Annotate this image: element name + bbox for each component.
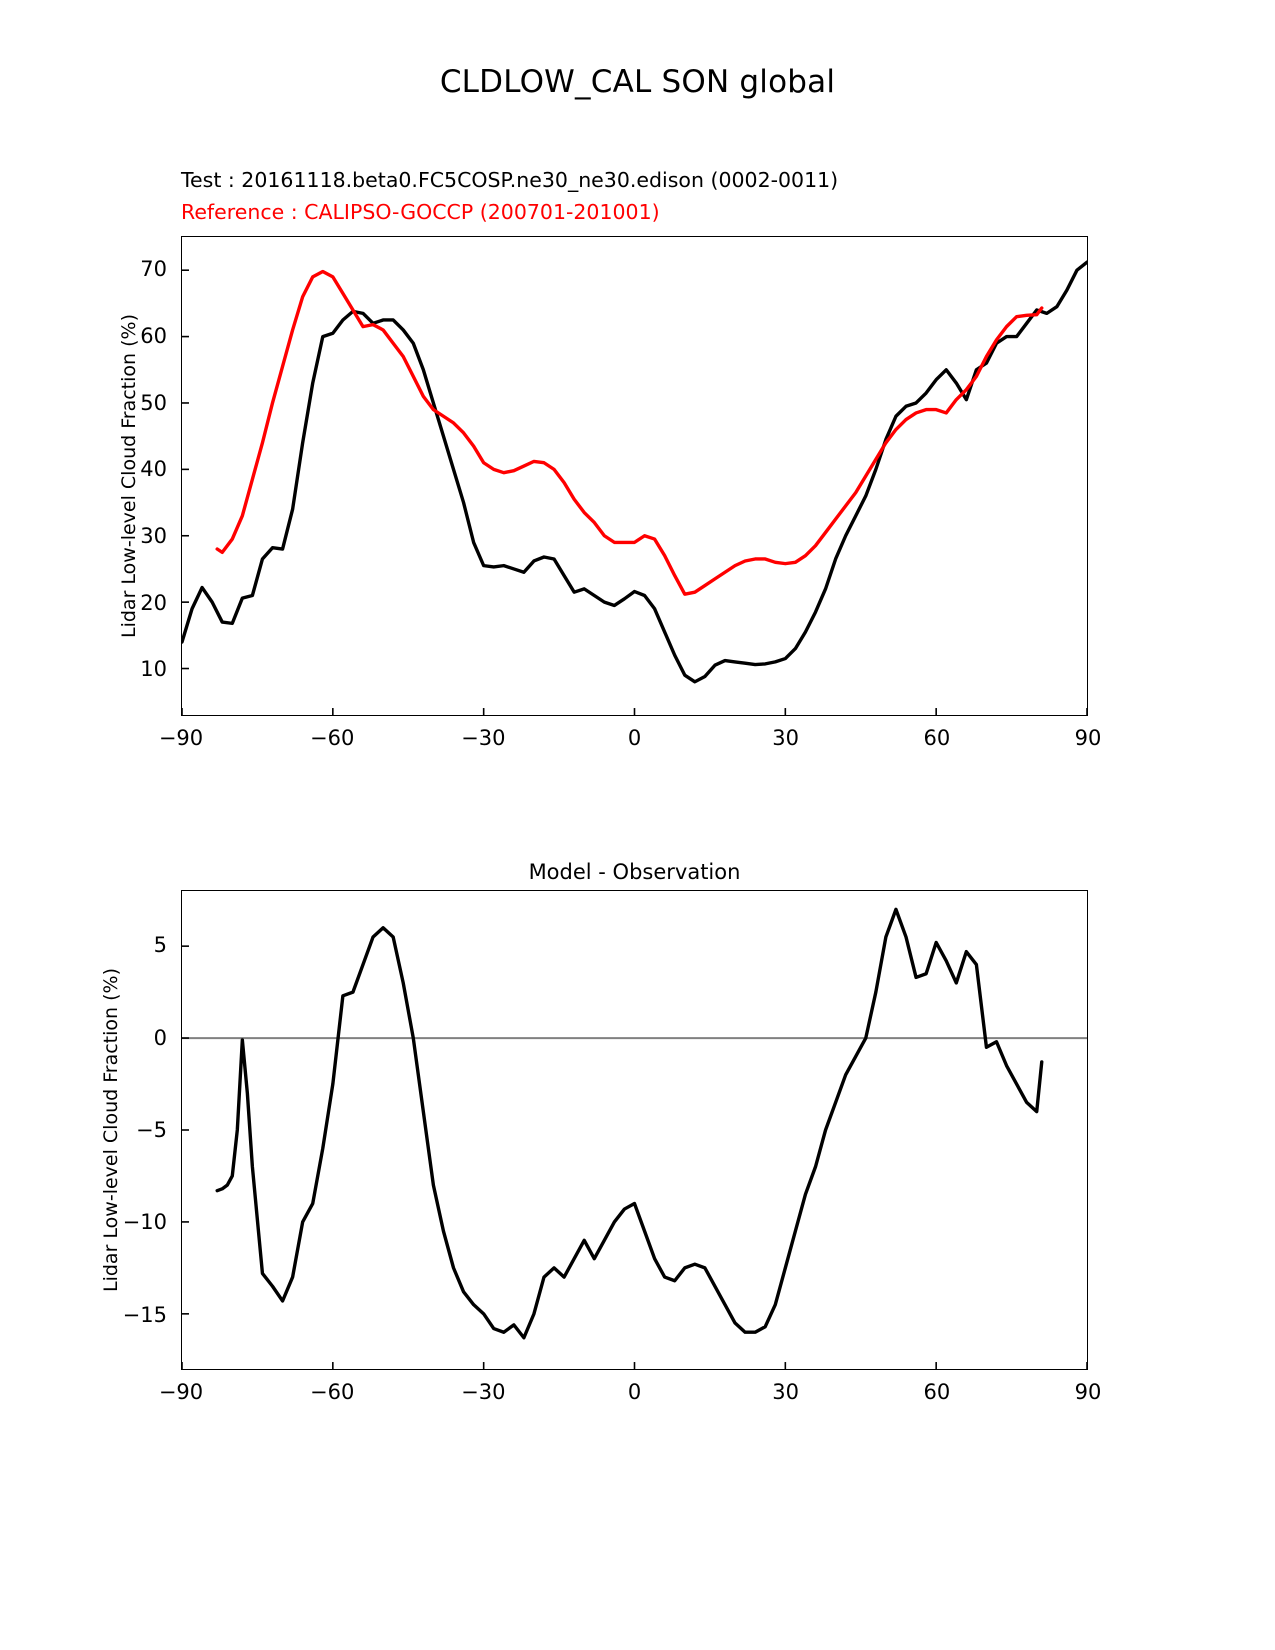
y-tick-label-bottom-3: 0 — [153, 1025, 167, 1050]
x-tick-label-bottom-0: −90 — [158, 1380, 204, 1404]
reference-annotation: Reference : CALIPSO-GOCCP (200701-201001) — [181, 200, 660, 224]
x-tick-label-bottom-4: 30 — [772, 1380, 800, 1404]
y-tick-label-top-2: 30 — [140, 524, 167, 548]
top-panel-plot-area — [182, 237, 1087, 715]
x-tick-label-top-6: 90 — [1074, 726, 1102, 750]
x-tick-label-top-3: 0 — [627, 726, 642, 750]
chart-top-panel — [181, 236, 1088, 716]
y-tick-label-top-5: 60 — [140, 324, 167, 348]
x-tick-label-bottom-2: −30 — [461, 1380, 506, 1404]
top-panel-y-axis-label: Lidar Low-level Cloud Fraction (%) — [118, 314, 140, 638]
y-tick-label-bottom-2: −5 — [136, 1118, 167, 1142]
y-tick-label-top-3: 40 — [140, 457, 167, 482]
test-annotation: Test : 20161118.beta0.FC5COSP.ne30_ne30.edison (0002-0011) — [181, 168, 839, 192]
bottom-panel-title: Model - Observation — [528, 860, 741, 884]
bottom-panel-plot-area — [182, 891, 1087, 1369]
x-tick-label-top-5: 60 — [923, 726, 951, 750]
y-tick-label-top-6: 70 — [140, 257, 167, 282]
series-line-bottom-0 — [217, 909, 1042, 1337]
x-tick-label-bottom-1: −60 — [309, 1380, 355, 1404]
y-tick-label-top-1: 20 — [140, 590, 167, 615]
bottom-panel-y-axis-label: Lidar Low-level Cloud Fraction (%) — [100, 968, 122, 1292]
y-tick-label-bottom-1: −10 — [122, 1210, 167, 1235]
y-tick-label-top-0: 10 — [140, 657, 167, 682]
y-tick-label-bottom-0: −15 — [122, 1302, 167, 1327]
x-tick-label-top-4: 30 — [772, 726, 800, 750]
chart-bottom-panel — [181, 890, 1088, 1370]
x-tick-label-top-1: −60 — [309, 726, 355, 750]
y-tick-label-bottom-4: 5 — [153, 933, 167, 958]
x-tick-label-top-0: −90 — [158, 726, 204, 750]
page-title: CLDLOW_CAL SON global — [439, 64, 836, 100]
x-tick-label-bottom-3: 0 — [627, 1380, 642, 1404]
x-tick-label-bottom-5: 60 — [923, 1380, 951, 1404]
x-tick-label-bottom-6: 90 — [1074, 1380, 1102, 1404]
series-line-top-0 — [182, 262, 1087, 682]
x-tick-label-top-2: −30 — [461, 726, 506, 750]
y-tick-label-top-4: 50 — [140, 390, 167, 415]
